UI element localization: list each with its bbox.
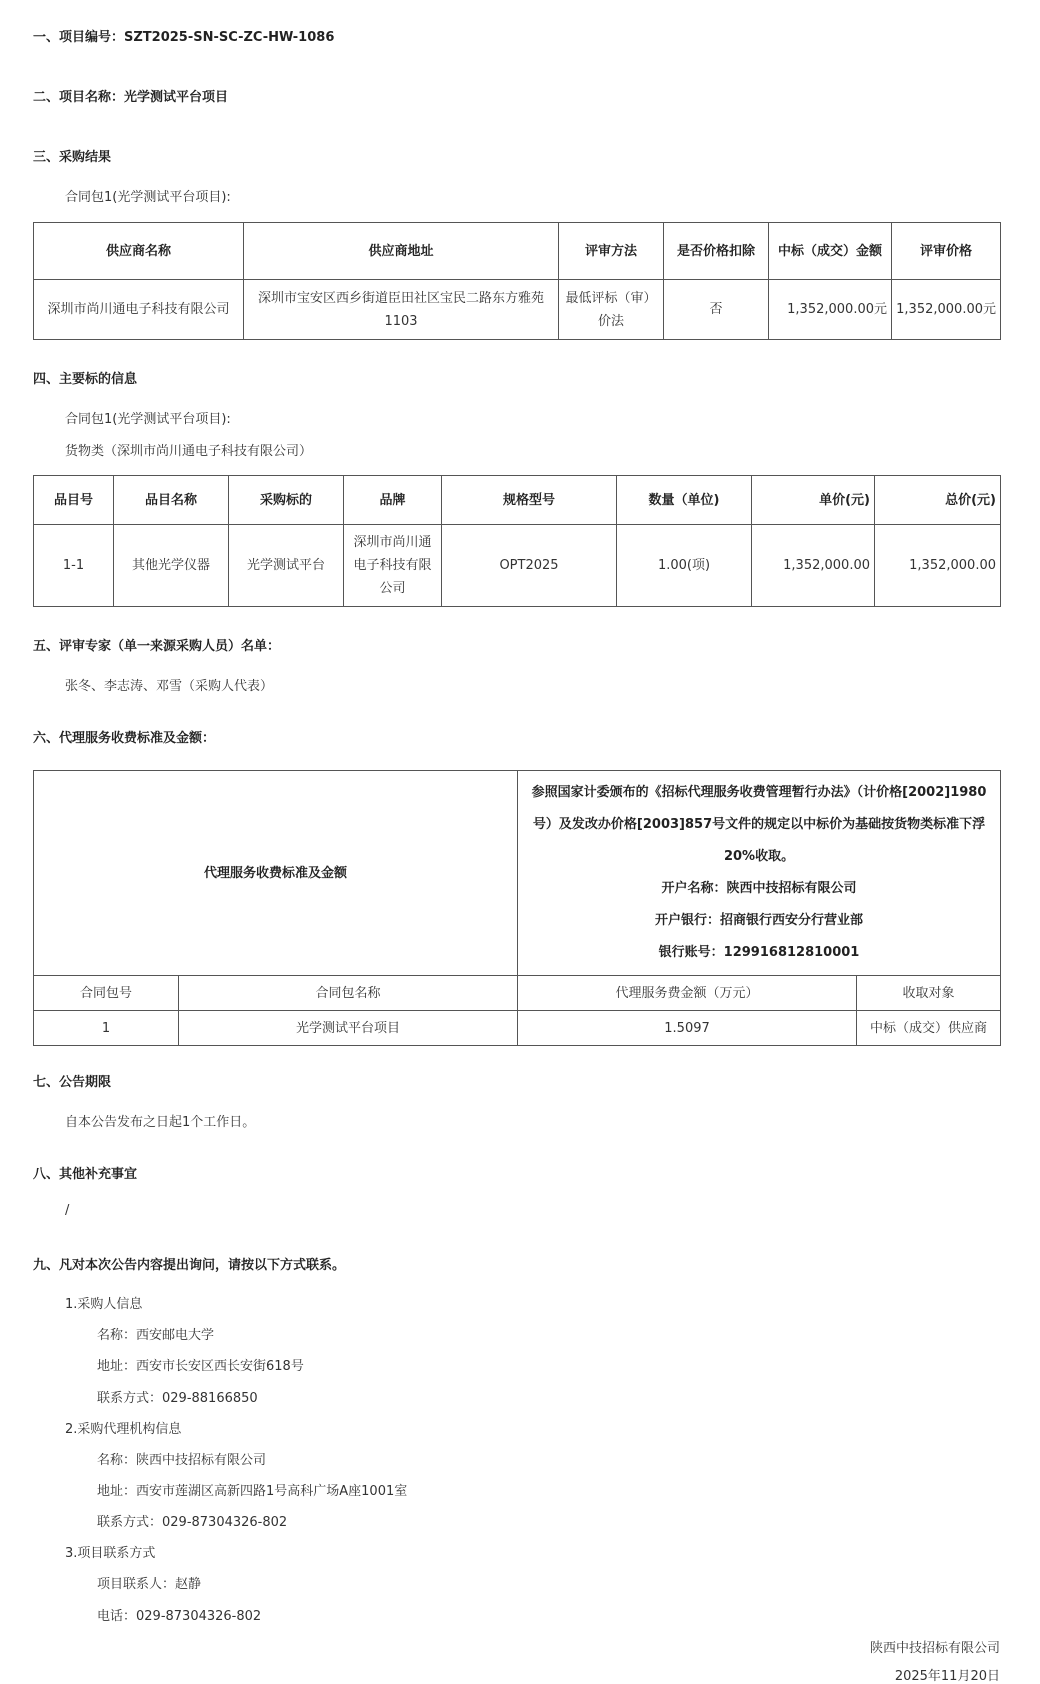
- td-brand: 深圳市尚川通电子科技有限公司: [344, 525, 442, 607]
- s4-category: 货物类（深圳市尚川通电子科技有限公司）: [65, 444, 313, 459]
- fee-standard-desc: 参照国家计委颁布的《招标代理服务收费管理暂行办法》（计价格[2002]1980号）及发改办价格[2003]857号文件的规定以中标价为基础按货物类标准下浮20%收取。: [531, 785, 987, 864]
- td-item-name: 其他光学仪器: [114, 525, 229, 607]
- td-price-deduction: 否: [664, 280, 769, 340]
- project-number-line: [33, 26, 334, 45]
- fee-standard-cell: [518, 771, 1001, 976]
- th-supplier-address: 供应商地址: [244, 223, 559, 280]
- th-total-price: 总价(元): [875, 476, 1001, 525]
- account-number: 银行账号：129916812810001: [658, 945, 860, 960]
- td-supplier-name: 深圳市尚川通电子科技有限公司: [34, 280, 244, 340]
- supplementary-text: /: [65, 1203, 70, 1218]
- td-item-no: 1-1: [34, 525, 114, 607]
- td-total-price: 1,352,000.00: [875, 525, 1001, 607]
- project-name-label: 二、项目名称：: [33, 90, 125, 105]
- th-quantity: 数量（单位): [617, 476, 752, 525]
- agent-phone: 联系方式：029-87304326-802: [97, 1515, 288, 1530]
- footer-date: 2025年11月20日: [894, 1669, 1000, 1684]
- project-contact-phone: 电话：029-87304326-802: [97, 1609, 262, 1624]
- notice-period-text: 自本公告发布之日起1个工作日。: [65, 1115, 256, 1130]
- agency-fee-table: [33, 770, 1001, 1046]
- section-9-title: 九、凡对本次公告内容提出询问，请按以下方式联系。: [33, 1258, 346, 1273]
- td-review-price: 1,352,000.00元: [892, 280, 1001, 340]
- project-number-label: 一、项目编号：: [33, 30, 125, 45]
- td-fee-amount: 1.5097: [518, 1011, 857, 1046]
- th-model: 规格型号: [442, 476, 617, 525]
- account-name: 开户名称：陕西中技招标有限公司: [661, 881, 857, 896]
- td-subject: 光学测试平台: [229, 525, 344, 607]
- section-6-title: 六、代理服务收费标准及金额：: [33, 731, 216, 746]
- td-supplier-address: 深圳市宝安区西乡街道臣田社区宝民二路东方雅苑1103: [244, 280, 559, 340]
- td-model: OPT2025: [442, 525, 617, 607]
- th-fee-amount: 代理服务费金额（万元）: [518, 976, 857, 1011]
- bank-name: 开户银行：招商银行西安分行营业部: [655, 913, 864, 928]
- td-package-name: 光学测试平台项目: [179, 1011, 518, 1046]
- project-contact-title: 3.项目联系方式: [65, 1546, 156, 1561]
- buyer-address: 地址：西安市长安区西长安街618号: [97, 1359, 304, 1374]
- th-supplier-name: 供应商名称: [34, 223, 244, 280]
- buyer-name: 名称：西安邮电大学: [97, 1328, 215, 1343]
- section-5-title: 五、评审专家（单一来源采购人员）名单：: [33, 639, 281, 654]
- project-contact-person: 项目联系人：赵静: [97, 1577, 202, 1592]
- main-item-table: [33, 475, 1001, 607]
- td-review-method: 最低评标（审）价法: [559, 280, 664, 340]
- th-item-name: 品目名称: [114, 476, 229, 525]
- section-7-title: 七、公告期限: [33, 1075, 112, 1090]
- th-package-name: 合同包名称: [179, 976, 518, 1011]
- s3-package: 合同包1(光学测试平台项目):: [65, 190, 231, 205]
- s4-package: 合同包1(光学测试平台项目):: [65, 412, 231, 427]
- project-name: 光学测试平台项目: [124, 90, 229, 105]
- project-number: SZT2025-SN-SC-ZC-HW-1086: [124, 30, 335, 45]
- section-4-title: 四、主要标的信息: [33, 372, 138, 387]
- section-8-title: 八、其他补充事宜: [33, 1167, 138, 1182]
- agent-address: 地址：西安市莲湖区高新四路1号高科广场A座1001室: [97, 1484, 408, 1499]
- td-bid-amount: 1,352,000.00元: [769, 280, 892, 340]
- buyer-info-title: 1.采购人信息: [65, 1297, 143, 1312]
- section-3-title: 三、采购结果: [33, 150, 112, 165]
- td-fee-payer: 中标（成交）供应商: [857, 1011, 1001, 1046]
- th-package-no: 合同包号: [34, 976, 179, 1011]
- buyer-phone: 联系方式：029-88166850: [97, 1391, 258, 1406]
- th-price-deduction: 是否价格扣除: [664, 223, 769, 280]
- th-review-method: 评审方法: [559, 223, 664, 280]
- td-unit-price: 1,352,000.00: [752, 525, 875, 607]
- expert-names: 张冬、李志涛、邓雪（采购人代表）: [65, 679, 274, 694]
- footer-company: 陕西中技招标有限公司: [869, 1641, 1000, 1656]
- th-review-price: 评审价格: [892, 223, 1001, 280]
- th-brand: 品牌: [344, 476, 442, 525]
- project-name-line: [33, 86, 228, 105]
- th-fee-payer: 收取对象: [857, 976, 1001, 1011]
- fee-standard-label: 代理服务收费标准及金额: [34, 771, 518, 976]
- agent-name: 名称：陕西中技招标有限公司: [97, 1453, 267, 1468]
- th-bid-amount: 中标（成交）金额: [769, 223, 892, 280]
- td-quantity: 1.00(项): [617, 525, 752, 607]
- td-package-no: 1: [34, 1011, 179, 1046]
- th-item-no: 品目号: [34, 476, 114, 525]
- procurement-result-table: [33, 222, 1001, 340]
- th-unit-price: 单价(元): [752, 476, 875, 525]
- th-subject: 采购标的: [229, 476, 344, 525]
- agent-info-title: 2.采购代理机构信息: [65, 1422, 182, 1437]
